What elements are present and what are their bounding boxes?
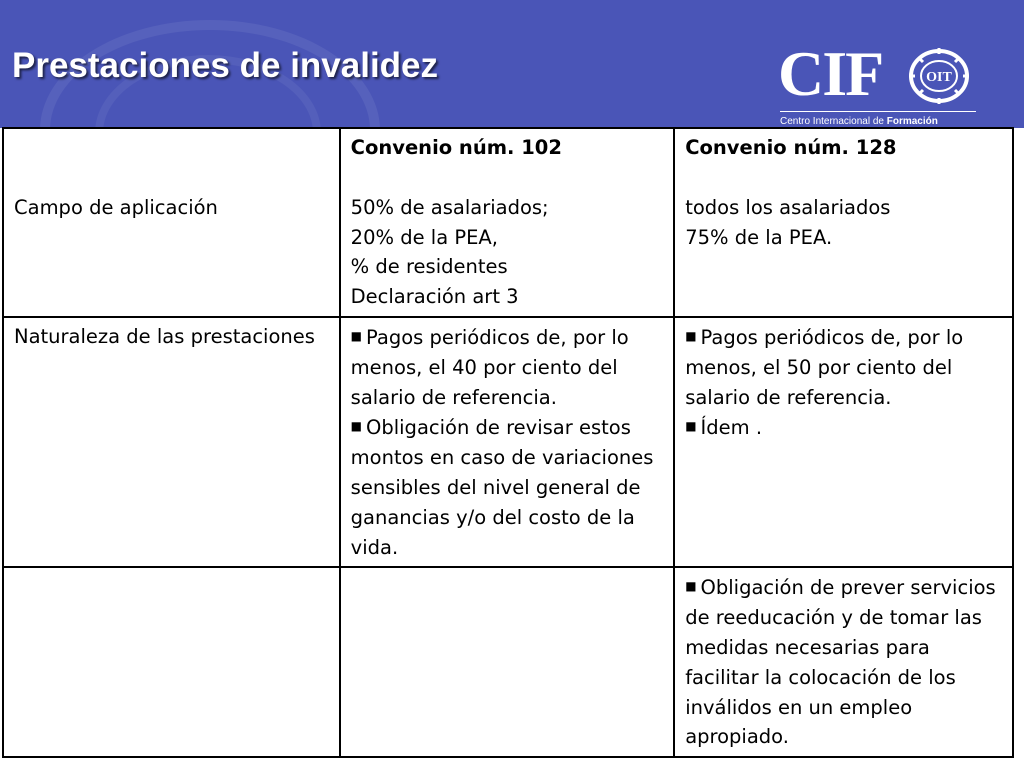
- table-row: [3, 317, 1013, 567]
- bullet-item: ■ Ídem .: [685, 416, 763, 440]
- row-label-cell: [3, 567, 340, 757]
- slide-header: [0, 0, 1024, 128]
- cell-line: 75% de la PEA.: [685, 225, 833, 249]
- bullet-item: ■ Pagos periódicos de, por lo menos, el 40 por ciento del salario de referencia.: [350, 325, 629, 409]
- logo-subtitle: [780, 116, 938, 127]
- table-row: [3, 567, 1013, 757]
- slide-title: Prestaciones de invalidez: [12, 46, 439, 85]
- logo-subtitle-bold: Formación: [886, 116, 938, 127]
- cell-line: % de residentes: [350, 255, 508, 279]
- row-label-cell: [3, 317, 340, 567]
- logo-divider: [780, 111, 976, 112]
- table-row: [3, 128, 1013, 317]
- row-label-cell: [3, 128, 340, 317]
- convenio-128-cell: [674, 128, 1013, 317]
- bullet-icon: ■: [350, 419, 362, 434]
- comparison-table: [2, 127, 1014, 758]
- cell-line: 20% de la PEA,: [350, 225, 498, 249]
- cell-line: Declaración art 3: [350, 285, 519, 309]
- logo-subtitle-regular: Centro Internacional de: [780, 116, 887, 127]
- logo-text: CIF: [778, 38, 883, 109]
- cell-line: 50% de asalariados;: [350, 195, 549, 219]
- bullet-item: ■ Obligación de prever servicios de reeducación y de tomar las medidas necesarias para facilitar la colocación de los inválidos en un empleo apropiado.: [685, 576, 996, 749]
- oit-seal-icon: [906, 46, 972, 106]
- seal-text: OIT: [926, 70, 952, 85]
- cell-line: todos los asalariados: [685, 195, 891, 219]
- row-label: Naturaleza de las prestaciones: [14, 324, 315, 348]
- convenio-102-cell: [340, 317, 675, 567]
- bullet-icon: ■: [685, 579, 697, 594]
- column-header-128: Convenio núm. 128: [685, 136, 897, 159]
- cif-logo: [778, 38, 978, 128]
- convenio-128-cell: [674, 567, 1013, 757]
- bullet-icon: ■: [350, 328, 362, 343]
- bullet-item: ■ Obligación de revisar estos montos en caso de variaciones sensibles del nivel general de ganancias y/o del costo de la vida.: [350, 416, 654, 559]
- convenio-102-cell: [340, 128, 675, 317]
- bullet-icon: ■: [685, 328, 697, 343]
- bullet-item: ■ Pagos periódicos de, por lo menos, el 50 por ciento del salario de referencia.: [685, 325, 964, 409]
- bullet-icon: ■: [685, 419, 697, 434]
- column-header-102: Convenio núm. 102: [350, 136, 562, 159]
- row-label: Campo de aplicación: [14, 196, 218, 219]
- convenio-128-cell: [674, 317, 1013, 567]
- convenio-102-cell: [340, 567, 675, 757]
